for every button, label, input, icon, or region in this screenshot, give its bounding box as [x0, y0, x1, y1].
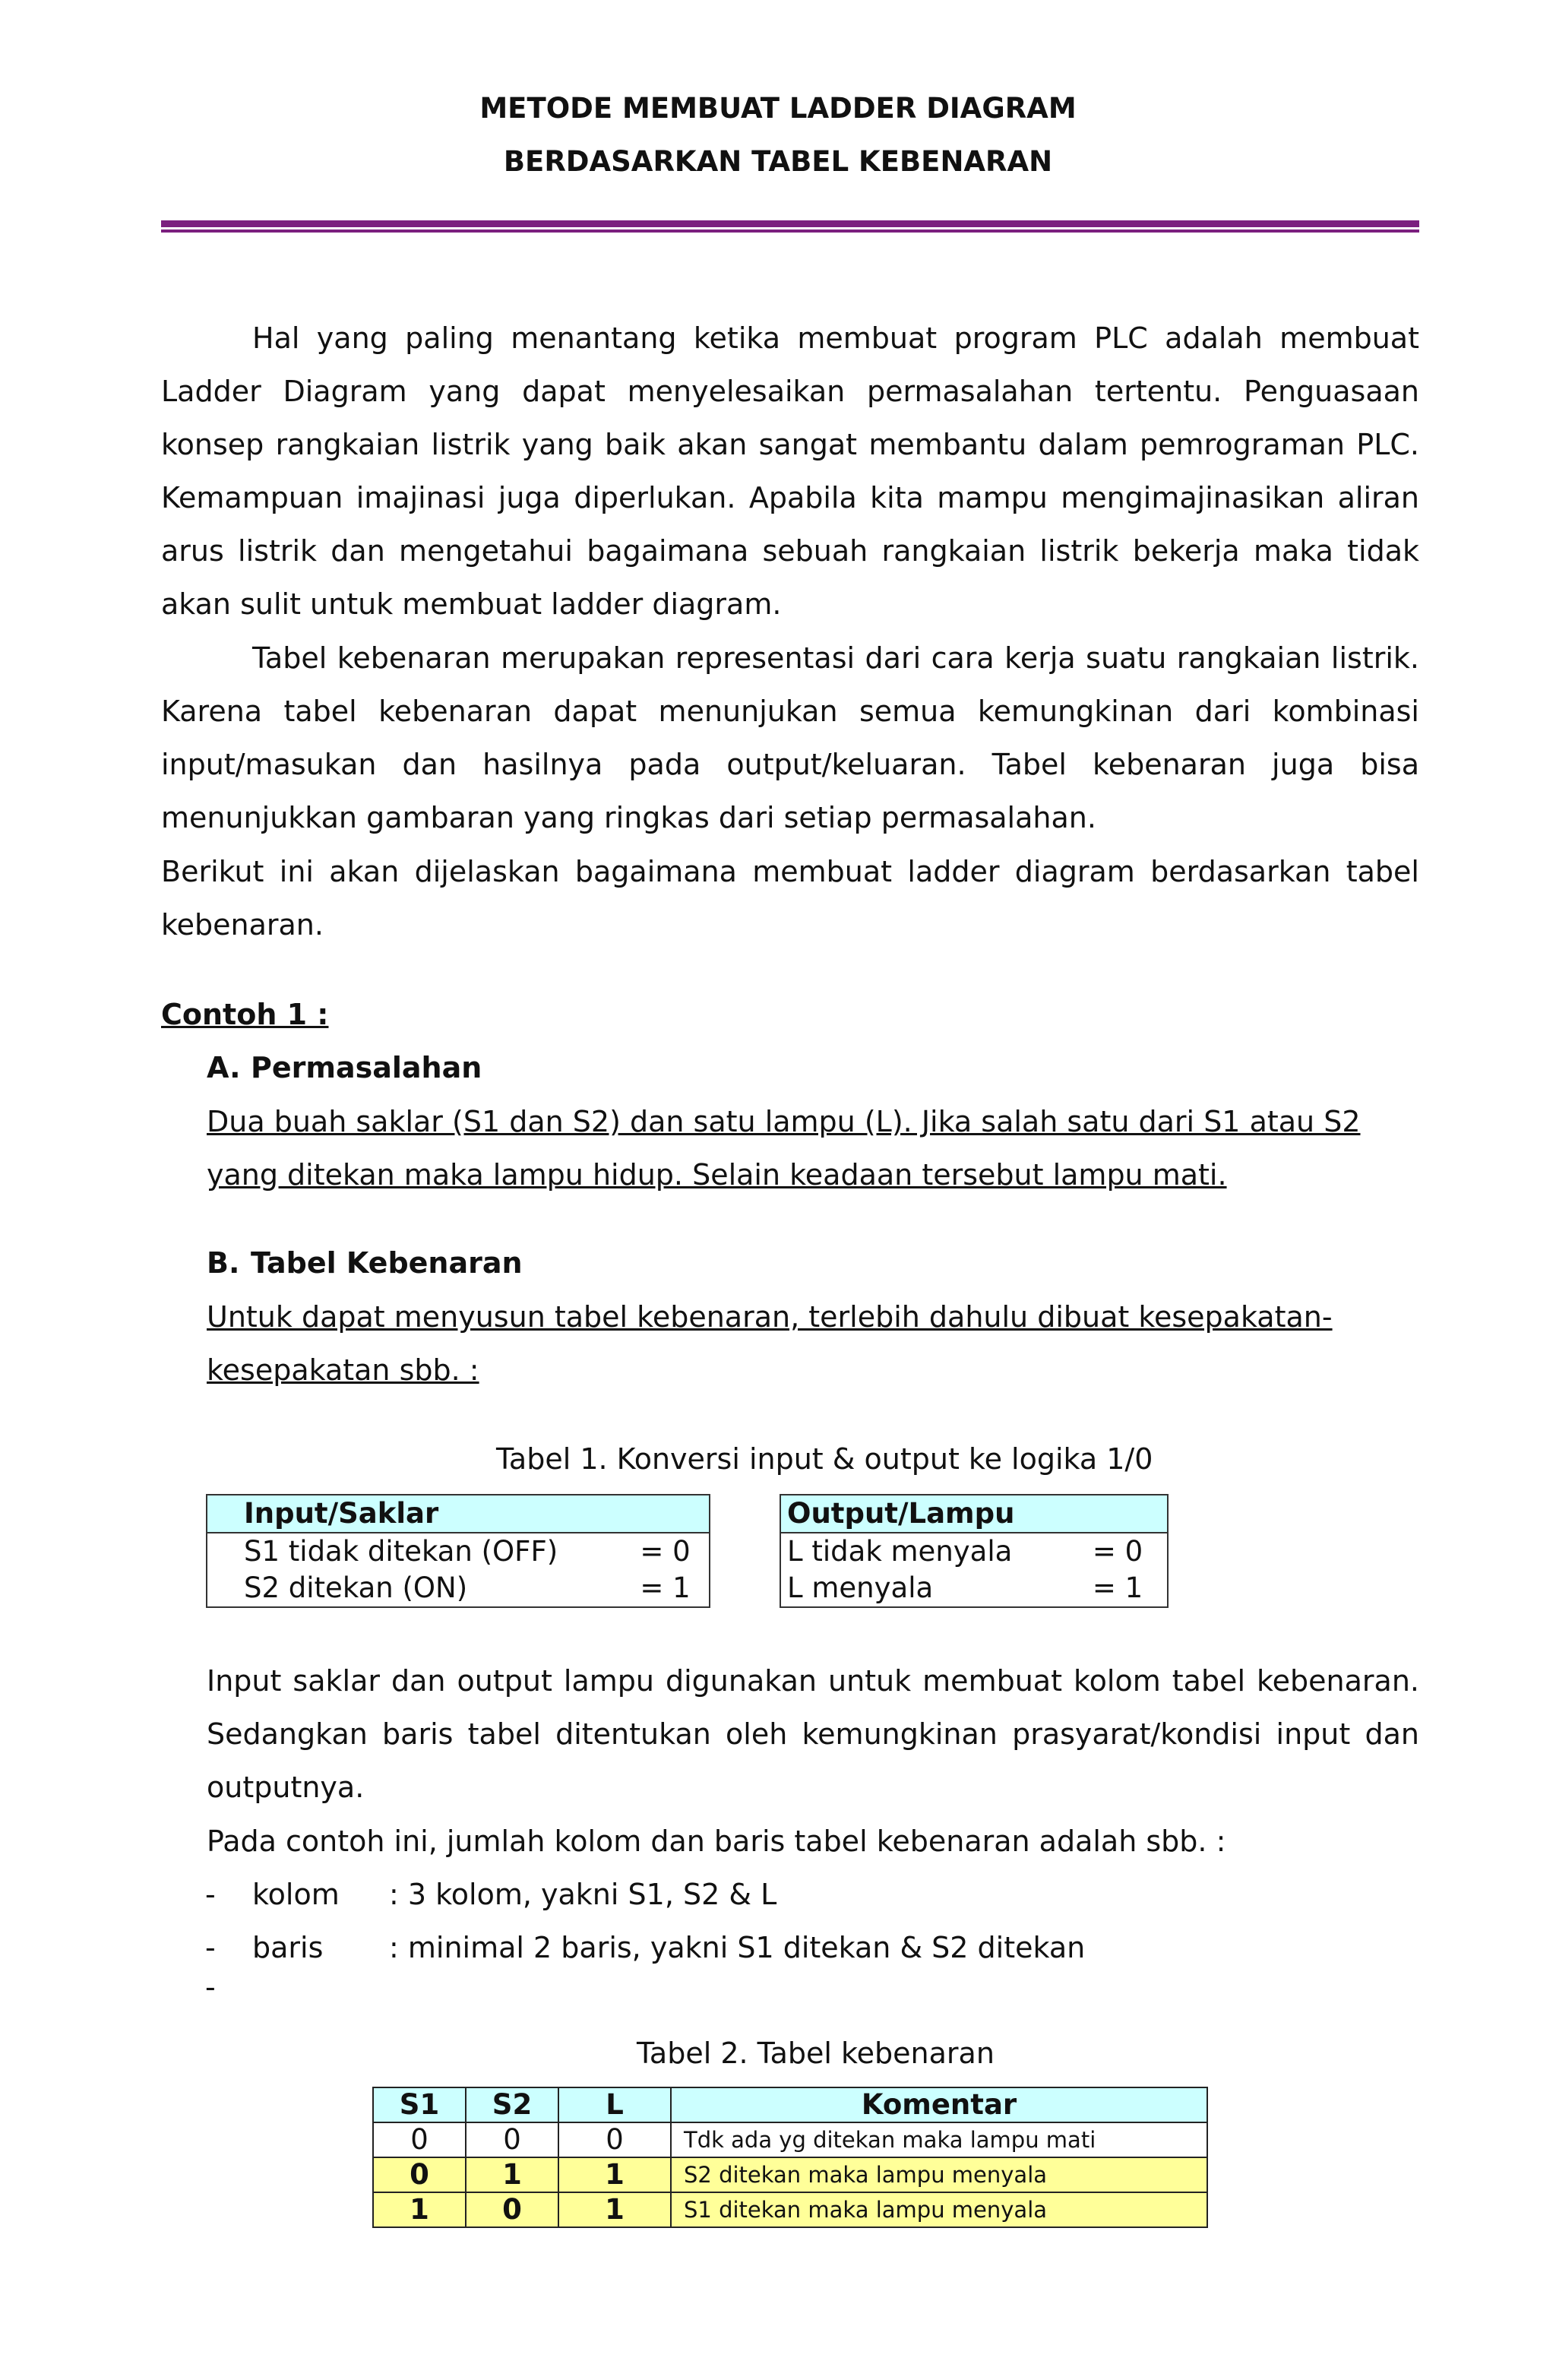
list-item-baris [205, 1929, 1085, 1967]
body-paragraph-4: Input saklar dan output lampu digunakan untuk membuat kolom tabel kebenaran. Sedangkan baris tabel ditentukan oleh kemungkinan prasyarat/kondisi input dan outputnya. [207, 1664, 1419, 1804]
header-s1: S1 [373, 2087, 466, 2122]
cell-s1: 0 [373, 2122, 466, 2157]
problem-statement: Dua buah saklar (S1 dan S2) dan satu lampu (L). Jika salah satu dari S1 atau S2 yang ditekan maka lampu hidup. Selain keadaan tersebut lampu mati. [207, 1105, 1361, 1192]
list-item-empty [205, 1968, 252, 2006]
list-term: kolom [252, 1878, 340, 1911]
section-a-heading [207, 1049, 482, 1087]
cell-l: 0 [558, 2122, 671, 2157]
body-paragraph-5: Pada contoh ini, jumlah kolom dan baris tabel kebenaran adalah sbb. : [207, 1825, 1226, 1858]
truth-table [372, 2087, 1208, 2228]
cell-comment: Tdk ada yg ditekan maka lampu mati [671, 2122, 1207, 2157]
output-table-header-row [780, 1495, 1168, 1533]
list-item-kolom [205, 1875, 776, 1913]
output-row-value: = 1 [1092, 1571, 1143, 1604]
table-row [373, 2192, 1207, 2227]
header-l: L [558, 2087, 671, 2122]
input-row-label: S2 ditekan (ON) [244, 1571, 468, 1604]
list-dash: - [205, 1878, 216, 1911]
section-a-title: Permasalahan [251, 1051, 482, 1084]
list-desc: : minimal 2 baris, yakni S1 ditekan & S2 ditekan [389, 1931, 1086, 1964]
truth-table-header-row [373, 2087, 1207, 2122]
document-title-line1: METODE MEMBUAT LADDER DIAGRAM [479, 92, 1077, 125]
input-table-row [207, 1570, 710, 1607]
output-table-row [780, 1570, 1168, 1607]
output-table-row [780, 1533, 1168, 1570]
section-b-title: Tabel Kebenaran [251, 1246, 523, 1280]
table-row [373, 2157, 1207, 2192]
intro-paragraph-3: Berikut ini akan dijelaskan bagaimana membuat ladder diagram berdasarkan tabel kebenaran. [161, 855, 1419, 942]
cell-s2: 0 [466, 2192, 558, 2227]
input-row-value: = 0 [640, 1535, 691, 1568]
list-desc: : 3 kolom, yakni S1, S2 & L [389, 1878, 777, 1911]
input-table-row [207, 1533, 710, 1570]
input-row-value: = 1 [640, 1571, 691, 1604]
document-title-line2: BERDASARKAN TABEL KEBENARAN [503, 145, 1053, 178]
output-conversion-table [780, 1494, 1169, 1608]
cell-s2: 0 [466, 2122, 558, 2157]
section-b-marker: B. [207, 1246, 240, 1280]
output-row-label: L menyala [787, 1571, 934, 1604]
input-table-header: Input/Saklar [207, 1495, 710, 1533]
list-term: baris [252, 1931, 324, 1964]
cell-s1: 1 [373, 2192, 466, 2227]
header-komentar: Komentar [671, 2087, 1207, 2122]
truth-table-intro: Untuk dapat menyusun tabel kebenaran, terlebih dahulu dibuat kesepakatan-kesepakatan sbb. : [207, 1300, 1333, 1387]
title-rule-thin [161, 229, 1419, 233]
section-a-marker: A. [207, 1051, 241, 1084]
list-dash: - [205, 1970, 216, 2004]
cell-s1: 0 [373, 2157, 466, 2192]
cell-l: 1 [558, 2157, 671, 2192]
table2-caption: Tabel 2. Tabel kebenaran [637, 2037, 995, 2070]
section-b-heading [207, 1244, 523, 1282]
input-table-header-row [207, 1495, 710, 1533]
output-row-label: L tidak menyala [787, 1535, 1013, 1568]
cell-s2: 1 [466, 2157, 558, 2192]
input-row-label: S1 tidak ditekan (OFF) [244, 1535, 558, 1568]
cell-comment: S1 ditekan maka lampu menyala [671, 2192, 1207, 2227]
table-row [373, 2122, 1207, 2157]
intro-paragraph-2: Tabel kebenaran merupakan representasi dari cara kerja suatu rangkaian listrik. Karena tabel kebenaran dapat menunjukan semua kemungkinan dari kombinasi input/masukan dan hasilnya pada output/keluaran. Tabel kebenaran juga bisa menunjukkan gambaran yang ringkas dari setiap permasalahan. [161, 641, 1419, 834]
intro-paragraph-1: Hal yang paling menantang ketika membuat program PLC adalah membuat Ladder Diagram yang dapat menyelesaikan permasalahan tertentu. Penguasaan konsep rangkaian listrik yang baik akan sangat membantu dalam pemrograman PLC. Kemampuan imajinasi juga diperlukan. Apabila kita mampu mengimajinasikan aliran arus listrik dan mengetahui bagaimana sebuah rangkaian listrik bekerja maka tidak akan sulit untuk membuat ladder diagram. [161, 321, 1419, 621]
list-dash: - [205, 1931, 216, 1964]
cell-comment: S2 ditekan maka lampu menyala [671, 2157, 1207, 2192]
title-rule-thick [161, 220, 1419, 227]
output-row-value: = 0 [1092, 1535, 1143, 1568]
input-conversion-table [206, 1494, 710, 1608]
output-table-header: Output/Lampu [780, 1495, 1168, 1533]
table1-caption: Tabel 1. Konversi input & output ke logika 1/0 [496, 1442, 1153, 1476]
header-s2: S2 [466, 2087, 558, 2122]
cell-l: 1 [558, 2192, 671, 2227]
example-heading: Contoh 1 : [161, 998, 329, 1031]
